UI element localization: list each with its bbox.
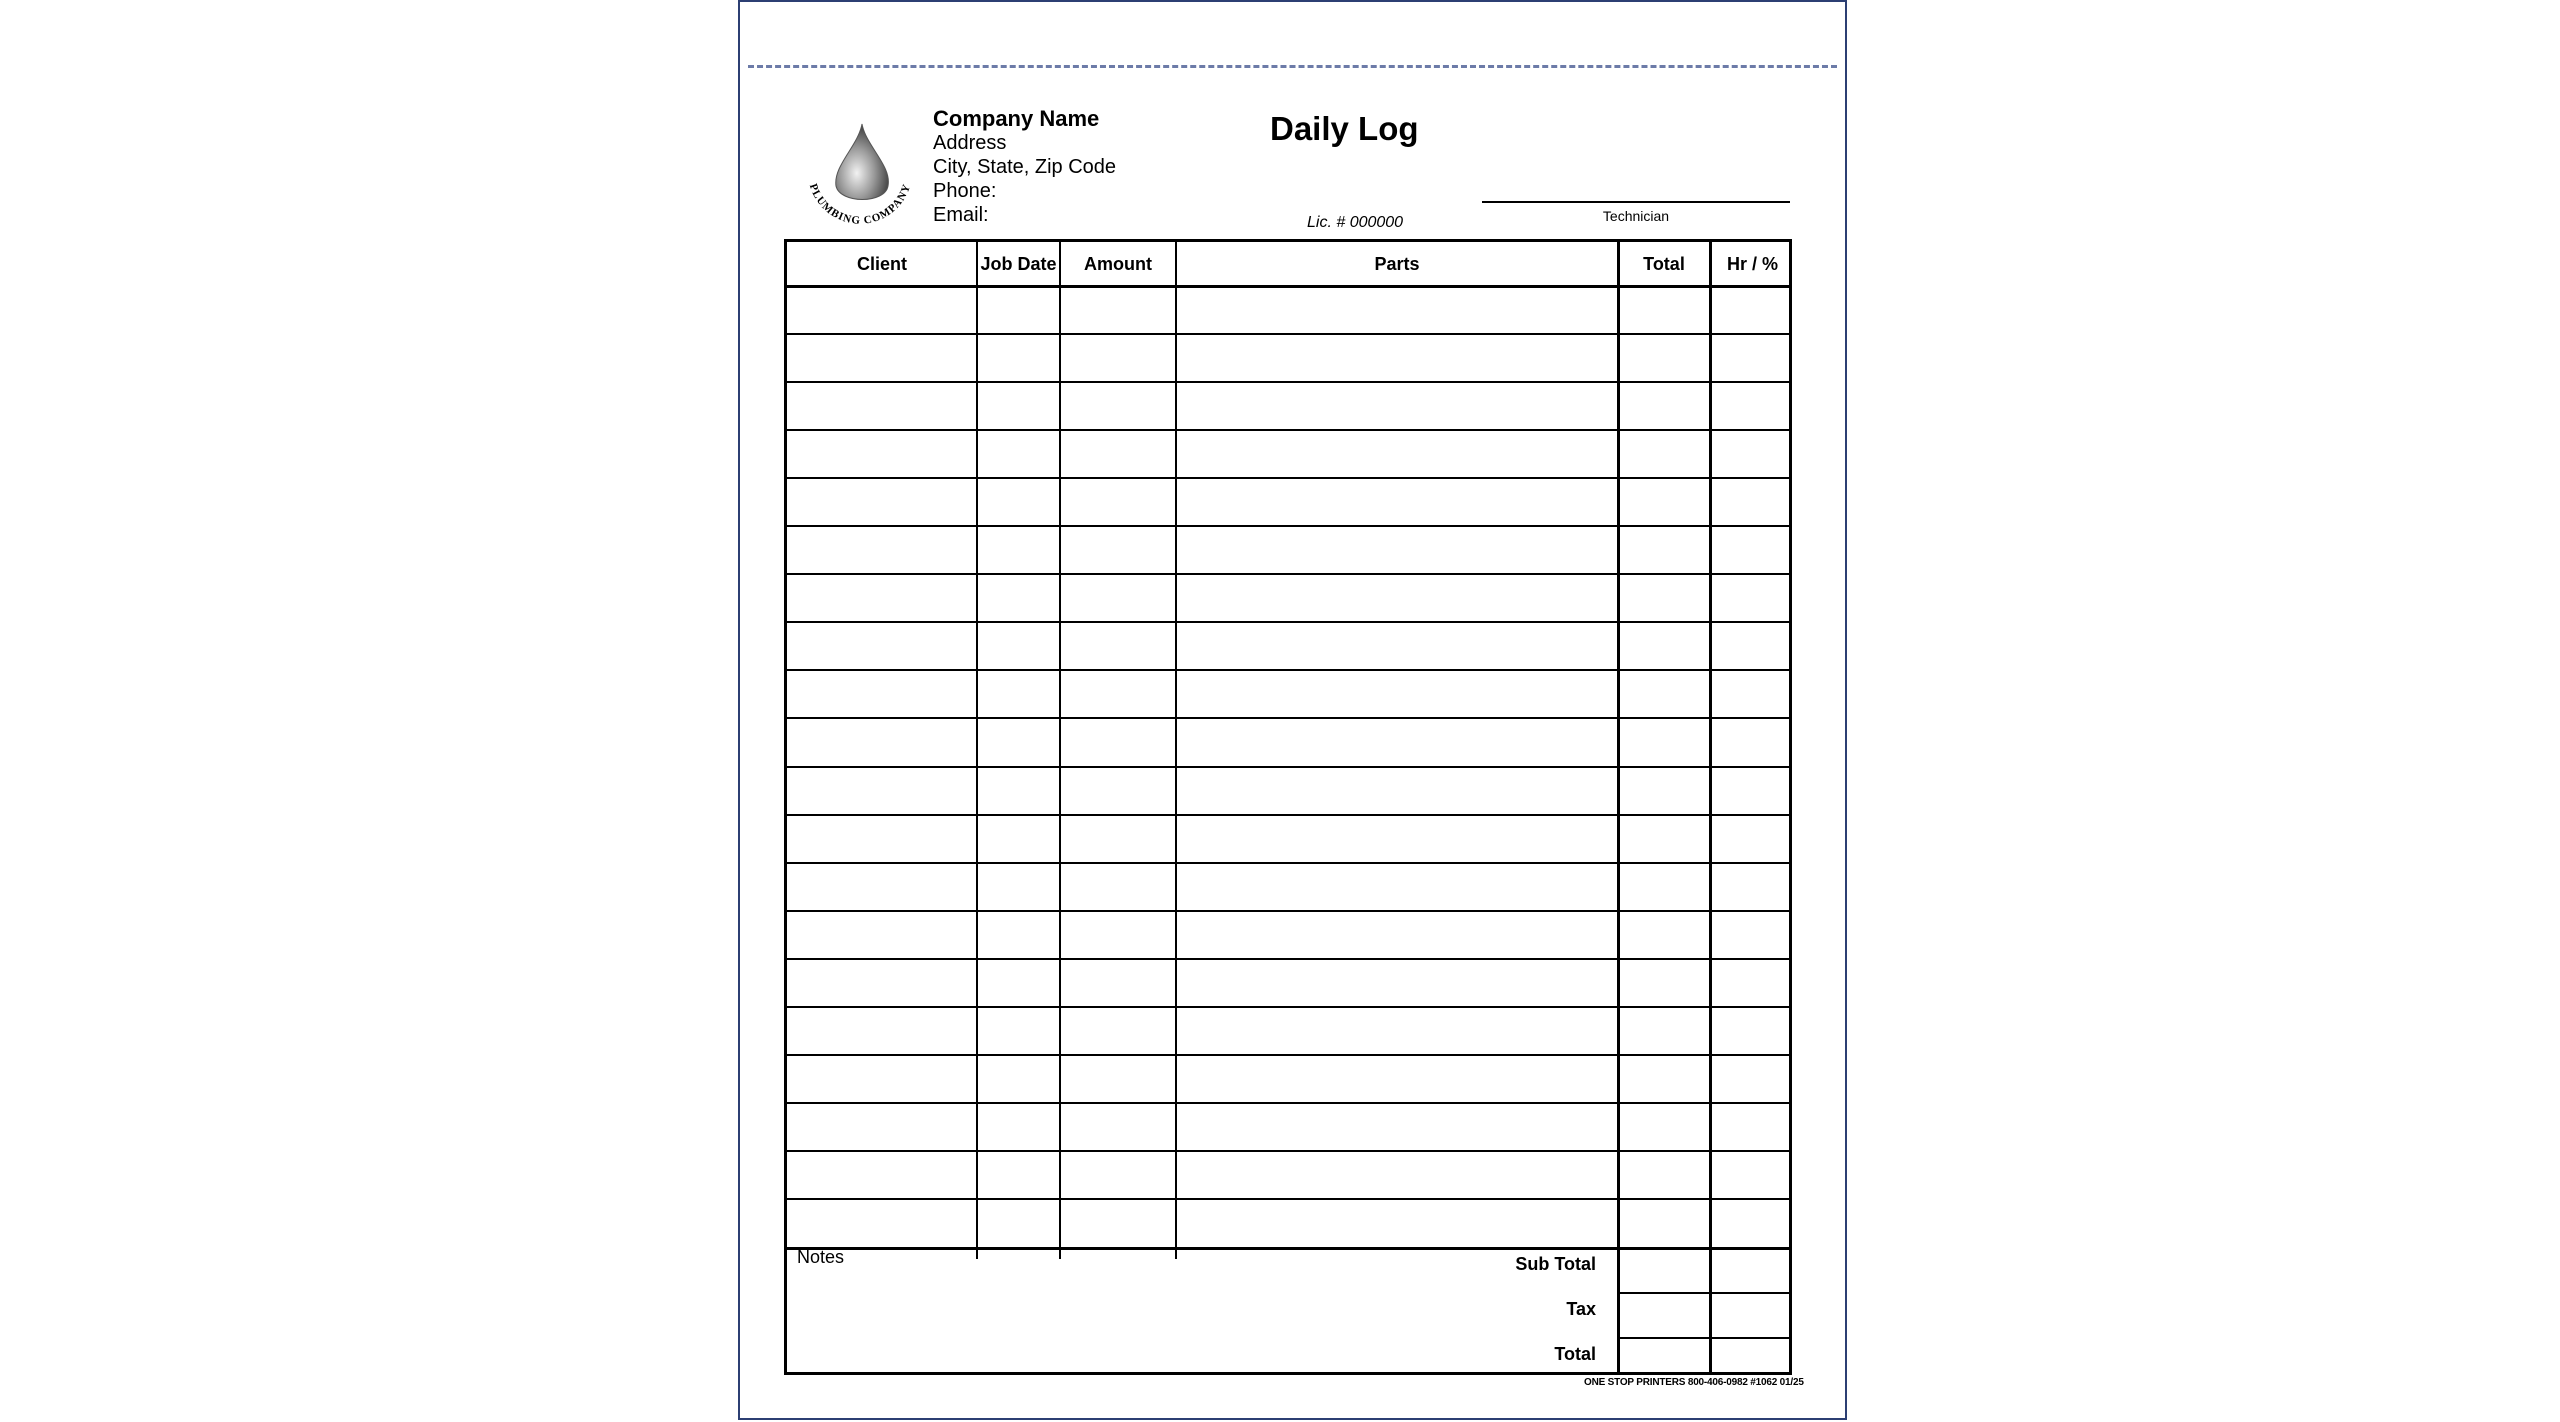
table-row xyxy=(787,766,1789,768)
summary-divider xyxy=(1617,1292,1789,1294)
table-row xyxy=(787,1150,1789,1152)
table-row xyxy=(787,717,1789,719)
column-header-hr-percent: Hr / % xyxy=(1726,254,1778,274)
perforation-line xyxy=(748,65,1837,68)
logo-arc-text: PLUMBING COMPANY xyxy=(806,182,914,227)
column-header-job-date: Job Date xyxy=(980,254,1057,274)
table-row xyxy=(787,862,1789,864)
table-row xyxy=(787,333,1789,335)
license-number: Lic. # 000000 xyxy=(1307,214,1404,231)
tax-label: Tax xyxy=(1566,1299,1596,1319)
table-row xyxy=(787,381,1789,383)
column-header-parts: Parts xyxy=(1374,254,1420,274)
plumbing-company-logo xyxy=(800,114,920,234)
table-row xyxy=(787,814,1789,816)
column-header-total: Total xyxy=(1643,254,1685,274)
summary-divider xyxy=(1617,1337,1789,1339)
table-row xyxy=(787,477,1789,479)
technician-label: Technician xyxy=(1602,208,1670,224)
table-row xyxy=(787,525,1789,527)
column-divider xyxy=(1059,242,1061,1259)
column-divider xyxy=(1175,242,1177,1259)
sub-total-label: Sub Total xyxy=(1515,1254,1596,1274)
company-phone: Phone: xyxy=(933,180,997,202)
table-row xyxy=(787,910,1789,912)
table-row xyxy=(787,1102,1789,1104)
notes-label: Notes xyxy=(797,1247,845,1267)
company-address: Address xyxy=(933,132,1007,154)
table-row xyxy=(787,669,1789,671)
column-divider xyxy=(1709,242,1712,1375)
header-divider xyxy=(787,285,1789,288)
data-area-bottom xyxy=(787,1247,1789,1250)
company-info xyxy=(933,107,1116,227)
table-row xyxy=(787,958,1789,960)
company-email: Email: xyxy=(933,204,989,226)
printer-imprint: ONE STOP PRINTERS 800-406-0982 #1062 01/25 xyxy=(1584,1377,1804,1388)
log-sheet xyxy=(738,0,1847,1420)
column-header-amount: Amount xyxy=(1084,254,1152,274)
table-row xyxy=(787,1198,1789,1200)
log-table xyxy=(784,239,1792,1375)
table-row xyxy=(787,429,1789,431)
column-divider xyxy=(976,242,978,1259)
table-row xyxy=(787,1054,1789,1056)
table-row xyxy=(787,573,1789,575)
form-title: Daily Log xyxy=(1270,110,1419,147)
column-header-client: Client xyxy=(856,254,907,274)
table-row xyxy=(787,1006,1789,1008)
total-label: Total xyxy=(1554,1344,1596,1364)
table-row xyxy=(787,621,1789,623)
technician-signature-line[interactable] xyxy=(1482,201,1790,203)
company-name: Company Name xyxy=(933,106,1100,131)
company-city: City, State, Zip Code xyxy=(933,156,1117,178)
column-divider xyxy=(1617,242,1620,1375)
